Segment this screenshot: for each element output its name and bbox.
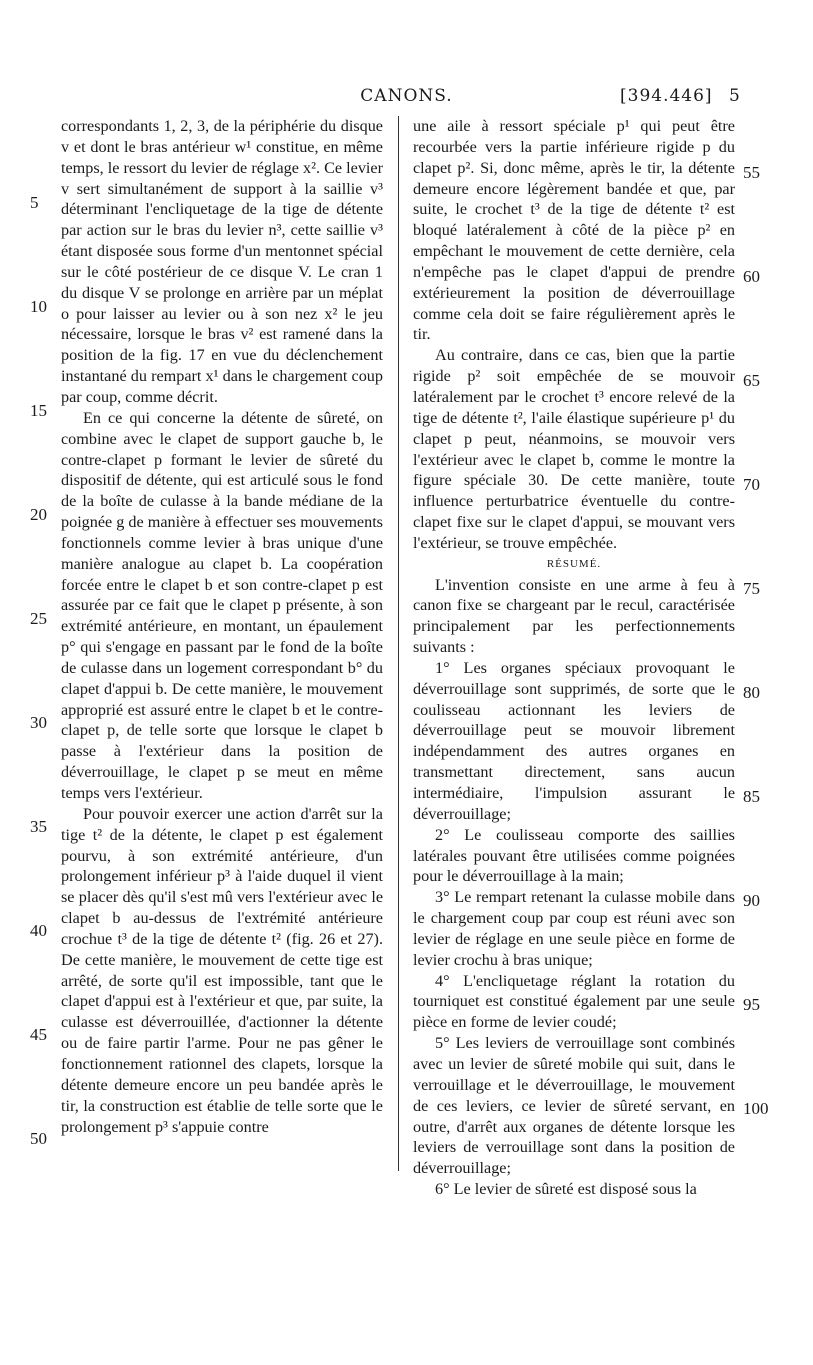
line-number: 40 — [30, 921, 47, 940]
column-divider — [398, 116, 399, 1171]
line-number: 75 — [743, 579, 760, 598]
line-number: 55 — [743, 163, 760, 182]
line-number: 25 — [30, 609, 47, 628]
line-number: 80 — [743, 683, 760, 702]
left-column — [61, 116, 383, 1137]
line-number: 95 — [743, 995, 760, 1014]
paragraph: 6° Le levier de sûreté est disposé sous la — [435, 1180, 697, 1199]
line-number: 30 — [30, 713, 47, 732]
paragraph: Au contraire, dans ce cas, bien que la partie rigide p² soit empêchée de se mouvoir latéralement par le crochet t³ encore relevé de la tige de détente t², l'aile élastique supérieure p¹ du clapet p peut, néanmoins, se mouvoir vers l'extérieur avec le clapet b, comme le montre la figure spéciale 30. De cette manière, toute influence perturbatrice éventuelle du contre-clapet fixe sur le clapet d'appui, se mouvant vers l'extérieur, se trouve empêchée. — [413, 346, 735, 552]
line-number: 50 — [30, 1129, 47, 1148]
line-number: 45 — [30, 1025, 47, 1044]
paragraph: 2° Le coulisseau comporte des saillies latérales pouvant être utilisées comme poignées pour le déverrouillage à la main; — [413, 825, 735, 886]
line-number: 10 — [30, 297, 47, 316]
line-number: 5 — [30, 193, 39, 212]
paragraph: Pour pouvoir exercer une action d'arrêt sur la tige t² de la détente, le clapet p est également pourvu, à son extrémité antérieure, d'un prolongement inférieur p³ à l'aide duquel il vient se placer dès qu'il s'est mû vers l'extérieur avec le clapet b au-dessus de l'extrémité antérieure crochue t³ de la tige de détente t² (fig. 26 et 27). De cette manière, le mouvement de cette tige est arrêté, de sorte qu'il est impossible, tant que le clapet d'appui est à l'extérieur et que, par suite, la culasse est déverrouillée, d'actionner la détente ou de faire partir l'arme. Pour ne pas gêner le fonctionnement rationnel des clapets, lorsque la détente demeure encore un peu bandée après le tir, la construction est établie de telle sorte que le prolongement p³ s'appuie contre — [61, 804, 383, 1136]
line-number: 15 — [30, 401, 47, 420]
running-title: CANONS. — [360, 86, 453, 106]
paragraph: 5° Les leviers de verrouillage sont combinés avec un levier de sûreté mobile qui suit, dans le verrouillage et le déverrouillage, le mouvement de ces leviers, ce levier de sûreté servant, en outre, d'arrêt aux organes de détente lorsque les leviers de verrouillage sont dans la position de déverrouillage; — [413, 1034, 735, 1178]
line-number: 90 — [743, 891, 760, 910]
paragraph: 4° L'encliquetage réglant la rotation du tourniquet est constitué également par une seule pièce en forme de levier coudé; — [413, 971, 735, 1032]
line-number: 20 — [30, 505, 47, 524]
paragraph: En ce qui concerne la détente de sûreté, on combine avec le clapet de support gauche b, le contre-clapet p formant le levier de sûreté du dispositif de détente, qui est articulé sous le fond de la boîte de culasse à la bande médiane de la poignée g de manière à effectuer ses mouvements fonctionnels comme levier à bras unique d'une manière analogue au clapet b. La coopération forcée entre le clapet b et son contre-clapet p est assurée par ce fait que le clapet p présente, à son extrémité antérieure, en montant, un épaulement p° qui s'engage en passant par le fond de la boîte de culasse dans un logement correspondant b° du clapet d'appui b. De cette manière, le mouvement approprié est assuré entre le clapet b et le contre-clapet p, de telle sorte que lorsque le clapet b passe à l'extérieur dans la position de déverrouillage, le clapet p se meut en même temps vers l'extérieur. — [61, 408, 383, 802]
line-number: 85 — [743, 787, 760, 806]
page-number: 5 — [729, 86, 741, 106]
section-heading: RÉSUMÉ. — [546, 557, 602, 570]
patent-number: [394.446] — [620, 86, 713, 106]
line-number: 35 — [30, 817, 47, 836]
paragraph: correspondants 1, 2, 3, de la périphérie du disque v et dont le bras antérieur w¹ constitue, en même temps, le ressort du levier de réglage x². Ce levier v sert simultanément de support à la saillie v³ déterminant l'encliquetage de la tige de détente par action sur le bras du levier n³, cette saillie v³ étant disposée sous forme d'un mentonnet spécial sur le côté postérieur de ce disque V. Le cran 1 du disque V se prolonge en arrière par un méplat o pour laisser au levier ou à son nez x² le jeu nécessaire, lorsque le bras v² est ramené dans la position de la fig. 17 en vue du déclenchement instantané du rempart x¹ dans le chargement coup par coup, comme décrit. — [61, 117, 383, 406]
line-number: 70 — [743, 475, 760, 494]
line-number: 60 — [743, 267, 760, 286]
paragraph: une aile à ressort spéciale p¹ qui peut être recourbée vers la partie inférieure rigide p du clapet p². Si, donc même, après le tir, la détente demeure encore légèrement bandée et que, par suite, le crochet t³ de la tige de détente t² est bloqué latéralement à côté de la pièce p² en empêchant le mouvement de cette dernière, cela n'empêche pas le clapet d'appui de prendre extérieurement la position de déverrouillage comme cela doit se faire régulièrement après le tir. — [413, 117, 735, 344]
paragraph: L'invention consiste en une arme à feu à canon fixe se chargeant par le recul, caractérisée principalement par les perfectionnements suivants : — [413, 575, 735, 657]
paragraph: 1° Les organes spéciaux provoquant le déverrouillage sont supprimés, de sorte que le coulisseau actionnant les leviers de déverrouillage peut se mouvoir librement indépendamment des autres organes en transmettant directement, sans aucun intermédiaire, l'impulsion assurant le déverrouillage; — [413, 658, 735, 823]
right-column — [413, 116, 735, 1200]
line-number: 65 — [743, 371, 760, 390]
line-number: 100 — [743, 1099, 769, 1118]
paragraph: 3° Le rempart retenant la culasse mobile dans le chargement coup par coup est réuni avec son levier de réglage en une seule pièce en forme de levier crochu à bras unique; — [413, 888, 735, 969]
